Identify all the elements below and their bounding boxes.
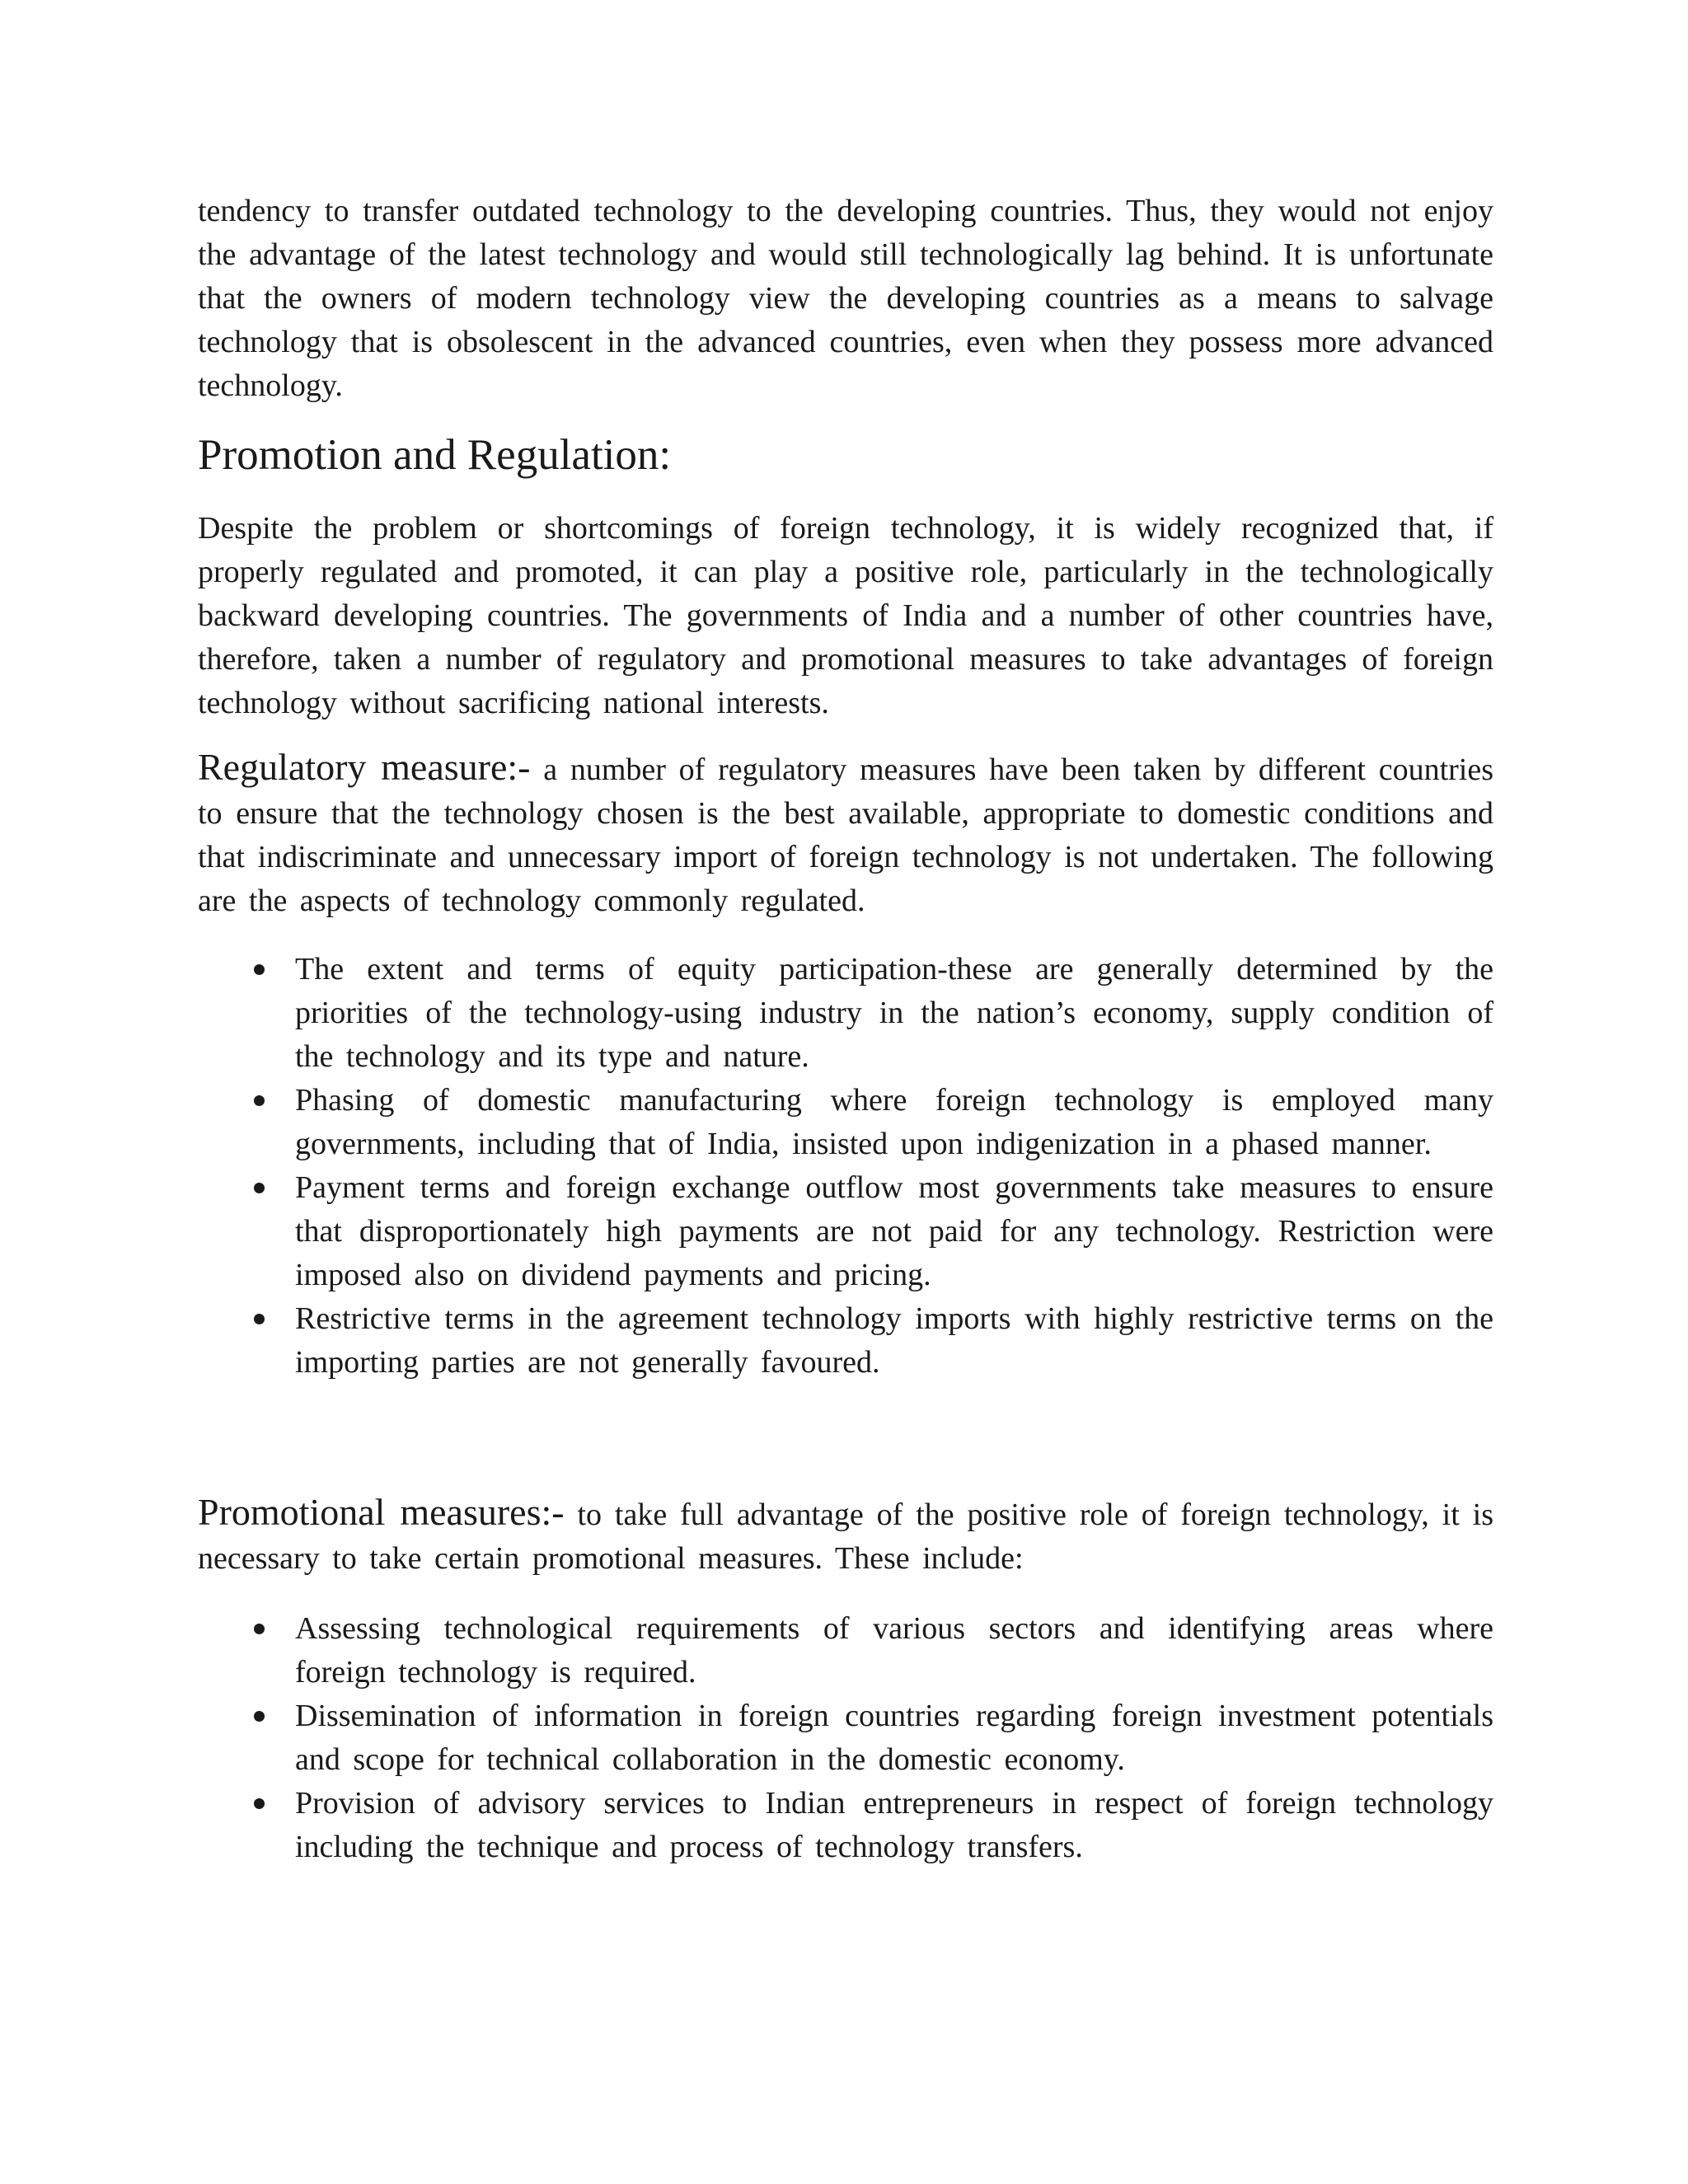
bullet-icon — [254, 964, 265, 975]
list-item-text: Restrictive terms in the agreement technology imports with highly restrictive terms on the importing parties are not generally favoured. — [295, 1301, 1493, 1380]
bullet-icon — [254, 1095, 265, 1106]
list-item-text: Provision of advisory services to Indian entrepreneurs in respect of foreign technology including the technique and process of technology transfers. — [295, 1786, 1493, 1864]
bullet-icon — [254, 1624, 265, 1634]
promotional-list — [198, 1607, 1493, 1869]
list-item-text: Dissemination of information in foreign countries regarding foreign investment potentials and scope for technical collaboration in the domestic economy. — [295, 1699, 1493, 1777]
list-item — [295, 1694, 1493, 1782]
list-item — [295, 1297, 1493, 1385]
list-item — [295, 1607, 1493, 1694]
list-item — [295, 1079, 1493, 1166]
list-item-text: The extent and terms of equity participation-these are generally determined by the priorities of the technology-using industry in the nation’s economy, supply condition of the technology and its type and nature. — [295, 952, 1493, 1074]
regulatory-paragraph — [198, 745, 1493, 923]
promotional-heading: Promotional measures:- — [198, 1491, 565, 1533]
regulatory-list — [198, 948, 1493, 1385]
bullet-icon — [254, 1314, 265, 1324]
bullet-icon — [254, 1183, 265, 1193]
list-item-text: Phasing of domestic manufacturing where foreign technology is employed many governments, including that of India, insisted upon indigenization in a phased manner. — [295, 1083, 1493, 1161]
list-item-text: Assessing technological requirements of various sectors and identifying areas where foreign technology is required. — [295, 1611, 1493, 1690]
promotion-regulation-heading: Promotion and Regulation: — [198, 431, 672, 479]
document-page — [198, 190, 1493, 1869]
list-item — [295, 948, 1493, 1079]
intro-paragraph: tendency to transfer outdated technology to the developing countries. Thus, they would not enjoy the advantage of the latest technology and would still technologically lag behind. It is unfortunate that the owners of modern technology view the developing countries as a means to salvage technology that is obsolescent in the advanced countries, even when they possess more advanced technology. — [198, 194, 1493, 403]
list-item-text: Payment terms and foreign exchange outflow most governments take measures to ensure that disproportionately high payments are not paid for any technology. Restriction were imposed also on dividend payments and pricing. — [295, 1170, 1493, 1292]
list-item — [295, 1166, 1493, 1297]
promotional-paragraph — [198, 1490, 1493, 1581]
regulatory-heading: Regulatory measure:- — [198, 746, 531, 788]
despite-paragraph: Despite the problem or shortcomings of foreign technology, it is widely recognized that, if properly regulated and promoted, it can play a positive role, particularly in the technologically backward developing countries. The governments of India and a number of other countries have, therefore, taken a number of regulatory and promotional measures to take advantages of foreign technology without sacrificing national interests. — [198, 511, 1493, 720]
bullet-icon — [254, 1798, 265, 1809]
promotional-text: to take full advantage of the positive role of foreign technology, it is necessary to take certain promotional measures. These include: — [198, 1497, 1493, 1576]
bullet-icon — [254, 1711, 265, 1722]
list-item — [295, 1782, 1493, 1869]
regulatory-text: a number of regulatory measures have been taken by different countries to ensure that the technology chosen is the best available, appropriate to domestic conditions and that indiscriminate and unnecessary import of foreign technology is not undertaken. The following are the aspects of technology commonly regulated. — [198, 752, 1494, 918]
